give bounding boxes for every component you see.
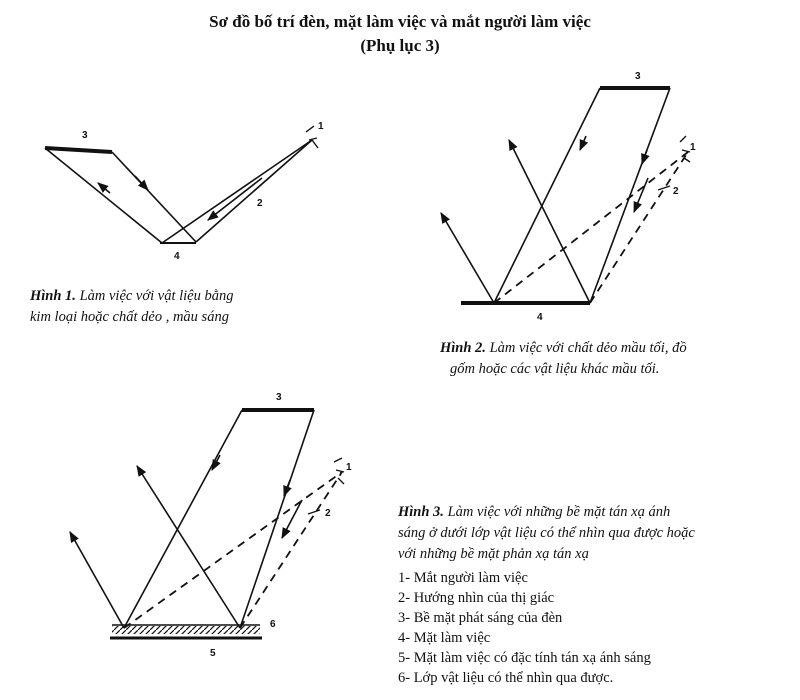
- fig3-label-surface: 5: [210, 648, 216, 659]
- fig3-caption: [398, 502, 695, 565]
- figure-2: [441, 71, 696, 323]
- page-title: Sơ đồ bố trí đèn, mặt làm việc và mắt người làm việc: [209, 12, 591, 31]
- fig1-caption-label: Hình 1.: [30, 288, 76, 304]
- fig1-label-lamp: 3: [82, 130, 88, 141]
- legend-item: 2- Hướng nhìn của thị giác: [398, 590, 555, 606]
- fig2-incident-ray: [590, 88, 670, 303]
- fig2-caption-label: Hình 2.: [440, 340, 486, 356]
- legend-item: 6- Lớp vật liệu có thể nhìn qua được.: [398, 670, 614, 686]
- fig2-gaze-tick: [658, 186, 670, 190]
- fig3-label-layer: 6: [270, 619, 276, 630]
- fig3-reflected-ray: [137, 466, 240, 628]
- fig1-ray-arrow: [135, 176, 148, 190]
- page-subtitle: (Phụ lục 3): [360, 36, 440, 55]
- fig1-label-gaze: 2: [257, 198, 263, 209]
- fig1-lamp-surface: [45, 148, 112, 152]
- fig2-label-surface: 4: [537, 312, 543, 323]
- fig2-reflected-ray: [441, 213, 494, 303]
- legend-item: 5- Mặt làm việc có đặc tính tán xạ ánh sáng: [398, 650, 651, 666]
- fig3-gaze-arrow: [282, 500, 302, 538]
- fig1-gaze-arrow: [208, 178, 262, 220]
- fig3-transparent-layer: [112, 626, 260, 634]
- fig2-eye-icon: [680, 136, 690, 162]
- fig2-caption: [440, 338, 687, 380]
- fig1-label-surface: 4: [174, 251, 180, 262]
- fig3-ray-arrow: [284, 480, 290, 496]
- fig1-caption-line2: kim loại hoặc chất dẻo , mầu sáng: [30, 309, 229, 325]
- fig1-reflected-ray: [196, 140, 312, 242]
- figure-1: [45, 121, 324, 262]
- fig3-gaze-tick: [308, 510, 320, 514]
- fig3-label-gaze: 2: [325, 508, 331, 519]
- legend-item: 3- Bề mặt phát sáng của đèn: [398, 610, 563, 626]
- figure-3: [70, 392, 352, 659]
- fig2-caption-line1: Làm việc với chất dẻo mầu tối, đồ: [485, 340, 687, 356]
- fig3-gaze-line: [240, 472, 342, 628]
- fig2-caption-line2: gốm hoặc các vật liệu khác mầu tối.: [450, 361, 660, 377]
- legend-item: 1- Mắt người làm việc: [398, 570, 528, 586]
- fig3-gaze-line: [124, 472, 342, 628]
- legend: [398, 568, 651, 688]
- fig1-caption: [30, 286, 233, 328]
- fig3-incident-ray: [124, 410, 242, 628]
- fig2-label-lamp: 3: [635, 71, 641, 82]
- fig1-reflected-ray: [162, 140, 312, 243]
- fig3-label-eye: 1: [346, 462, 352, 473]
- fig1-ray: [45, 148, 162, 243]
- fig2-reflected-ray: [509, 140, 590, 303]
- fig3-eye-icon: [334, 458, 344, 484]
- fig1-caption-line1: Làm việc với vật liệu bằng: [75, 288, 234, 304]
- fig3-caption-line3: với những bề mặt phản xạ tán xạ: [398, 546, 589, 562]
- fig2-incident-ray: [494, 88, 600, 303]
- fig2-label-gaze: 2: [673, 186, 679, 197]
- legend-item: 4- Mặt làm việc: [398, 630, 491, 646]
- fig2-ray-arrow: [580, 136, 586, 150]
- fig1-label-eye: 1: [318, 121, 324, 132]
- fig2-gaze-line: [590, 152, 688, 303]
- fig3-caption-line1: Làm việc với những bề mặt tán xạ ánh: [443, 504, 671, 520]
- fig3-label-lamp: 3: [276, 392, 282, 403]
- fig2-ray-arrow: [642, 150, 647, 164]
- fig2-gaze-line: [494, 152, 688, 303]
- fig2-gaze-arrow: [634, 178, 648, 212]
- fig3-caption-line2: sáng ở dưới lớp vật liệu có thể nhìn qua được hoặc: [398, 525, 695, 541]
- fig3-caption-label: Hình 3.: [398, 504, 444, 520]
- fig3-reflected-ray: [70, 532, 124, 628]
- fig2-label-eye: 1: [690, 142, 696, 153]
